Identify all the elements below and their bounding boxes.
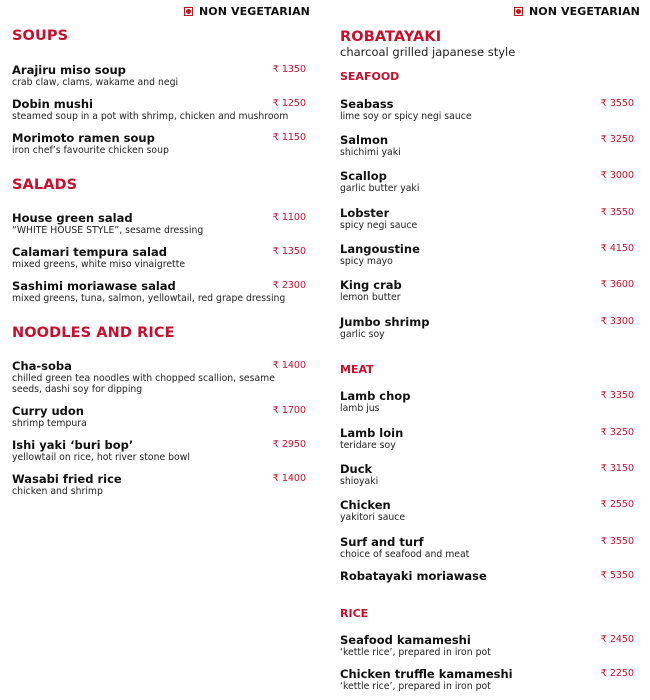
item-name: Ishi yaki ‘buri bop’ [12, 438, 134, 452]
item-price: ₹ 3600 [600, 279, 634, 290]
subsection-title-meat: MEAT [340, 363, 374, 376]
item-name: King crab [340, 278, 402, 292]
item-desc: steamed soup in a pot with shrimp, chicken and mushroom [12, 111, 289, 122]
non-veg-label: NON VEGETARIAN [528, 5, 640, 18]
item-price: ₹ 3250 [600, 427, 634, 438]
item-name: Langoustine [340, 242, 420, 256]
item-desc: ‘kettle rice’, prepared in iron pot [340, 647, 491, 658]
item-desc: lemon butter [340, 292, 401, 303]
item-desc: lime soy or spicy negi sauce [340, 111, 472, 122]
item-price: ₹ 1150 [272, 132, 306, 143]
item-desc: garlic butter yaki [340, 183, 420, 194]
item-desc: yellowtail on rice, hot river stone bowl [12, 452, 190, 463]
item-name: Surf and turf [340, 535, 424, 549]
menu-item [340, 206, 634, 231]
item-name: Lamb chop [340, 389, 411, 403]
item-desc: spicy negi sauce [340, 220, 418, 231]
menu-item [12, 63, 310, 88]
section-title-salads: SALADS [12, 177, 78, 193]
section-title-soups: SOUPS [12, 28, 69, 44]
menu-item [340, 97, 634, 122]
item-name: House green salad [12, 211, 133, 225]
item-price: ₹ 2450 [600, 634, 634, 645]
menu-item [340, 133, 634, 158]
menu-item [12, 404, 310, 429]
section-title-noodles-and-rice: NOODLES AND RICE [12, 325, 175, 341]
item-desc: lamb jus [340, 403, 380, 414]
subsection-title-rice: RICE [340, 607, 369, 620]
item-price: ₹ 5350 [600, 570, 634, 581]
item-desc: shioyaki [340, 476, 379, 487]
non-veg-badge [514, 5, 640, 18]
item-price: ₹ 2300 [272, 280, 306, 291]
robatayaki-title: ROBATAYAKI [340, 29, 442, 45]
item-price: ₹ 2250 [600, 668, 634, 679]
menu-item [340, 569, 634, 583]
menu-item [340, 278, 634, 303]
item-name: Chicken [340, 498, 391, 512]
item-name: Seabass [340, 97, 394, 111]
menu-item [340, 498, 634, 523]
item-desc: shrimp tempura [12, 418, 87, 429]
item-price: ₹ 1400 [272, 473, 306, 484]
item-name: Morimoto ramen soup [12, 131, 155, 145]
item-name: Salmon [340, 133, 389, 147]
item-price: ₹ 3350 [600, 390, 634, 401]
item-desc: choice of seafood and meat [340, 549, 470, 560]
item-desc: “WHITE HOUSE STYLE”, sesame dressing [12, 225, 204, 236]
item-desc: teridare soy [340, 440, 396, 451]
item-name: Robatayaki moriawase [340, 569, 487, 583]
menu-item [12, 438, 310, 463]
item-desc: chilled green tea noodles with chopped scallion, sesame seeds, dashi soy for dipping [12, 373, 275, 395]
item-name: Dobin mushi [12, 97, 93, 111]
item-price: ₹ 2950 [272, 439, 306, 450]
item-price: ₹ 3550 [600, 98, 634, 109]
item-price: ₹ 3550 [600, 207, 634, 218]
menu-item [340, 462, 634, 487]
menu-item [12, 211, 310, 236]
item-price: ₹ 1100 [272, 212, 306, 223]
item-price: ₹ 3000 [600, 170, 634, 181]
item-price: ₹ 4150 [600, 243, 634, 254]
item-desc: ‘kettle rice’, prepared in iron pot [340, 681, 491, 692]
menu-item [12, 97, 310, 122]
non-veg-icon [184, 7, 193, 16]
item-price: ₹ 3550 [600, 536, 634, 547]
menu-item [340, 315, 634, 340]
item-name: Lobster [340, 206, 390, 220]
menu-item [340, 535, 634, 560]
item-price: ₹ 1250 [272, 98, 306, 109]
subsection-title-seafood: SEAFOOD [340, 70, 400, 83]
non-veg-badge [184, 5, 310, 18]
item-name: Arajiru miso soup [12, 63, 126, 77]
item-desc: garlic soy [340, 329, 385, 340]
item-desc: iron chef’s favourite chicken soup [12, 145, 169, 156]
item-price: ₹ 1350 [272, 246, 306, 257]
item-name: Seafood kamameshi [340, 633, 471, 647]
item-desc: chicken and shrimp [12, 486, 103, 497]
item-name: Duck [340, 462, 373, 476]
item-name: Cha-soba [12, 359, 72, 373]
item-name: Lamb loin [340, 426, 404, 440]
non-veg-icon [514, 7, 523, 16]
item-price: ₹ 3150 [600, 463, 634, 474]
item-desc: crab claw, clams, wakame and negi [12, 77, 179, 88]
item-desc: yakitori sauce [340, 512, 406, 523]
menu-item [12, 472, 310, 497]
menu-item [340, 633, 634, 658]
item-price: ₹ 1350 [272, 64, 306, 75]
menu-item [12, 279, 310, 304]
item-name: Curry udon [12, 404, 84, 418]
menu-item [340, 389, 634, 414]
item-price: ₹ 3250 [600, 134, 634, 145]
non-veg-label: NON VEGETARIAN [198, 5, 310, 18]
robatayaki-subtitle: charcoal grilled japanese style [340, 45, 516, 59]
item-desc: shichimi yaki [340, 147, 401, 158]
item-name: Sashimi moriawase salad [12, 279, 176, 293]
menu-item [340, 426, 634, 451]
item-name: Scallop [340, 169, 387, 183]
menu-item [340, 169, 634, 194]
item-price: ₹ 1700 [272, 405, 306, 416]
item-name: Jumbo shrimp [340, 315, 430, 329]
item-desc: spicy mayo [340, 256, 393, 267]
menu-item [340, 242, 634, 267]
menu-item [12, 359, 310, 395]
menu-item [12, 245, 310, 270]
item-name: Calamari tempura salad [12, 245, 167, 259]
item-price: ₹ 3300 [600, 316, 634, 327]
item-name: Chicken truffle kamameshi [340, 667, 513, 681]
item-price: ₹ 1400 [272, 360, 306, 371]
menu-item [340, 667, 634, 692]
item-desc: mixed greens, white miso vinaigrette [12, 259, 186, 270]
item-name: Wasabi fried rice [12, 472, 122, 486]
item-price: ₹ 2550 [600, 499, 634, 510]
item-desc: mixed greens, tuna, salmon, yellowtail, red grape dressing [12, 293, 286, 304]
menu-item [12, 131, 310, 156]
